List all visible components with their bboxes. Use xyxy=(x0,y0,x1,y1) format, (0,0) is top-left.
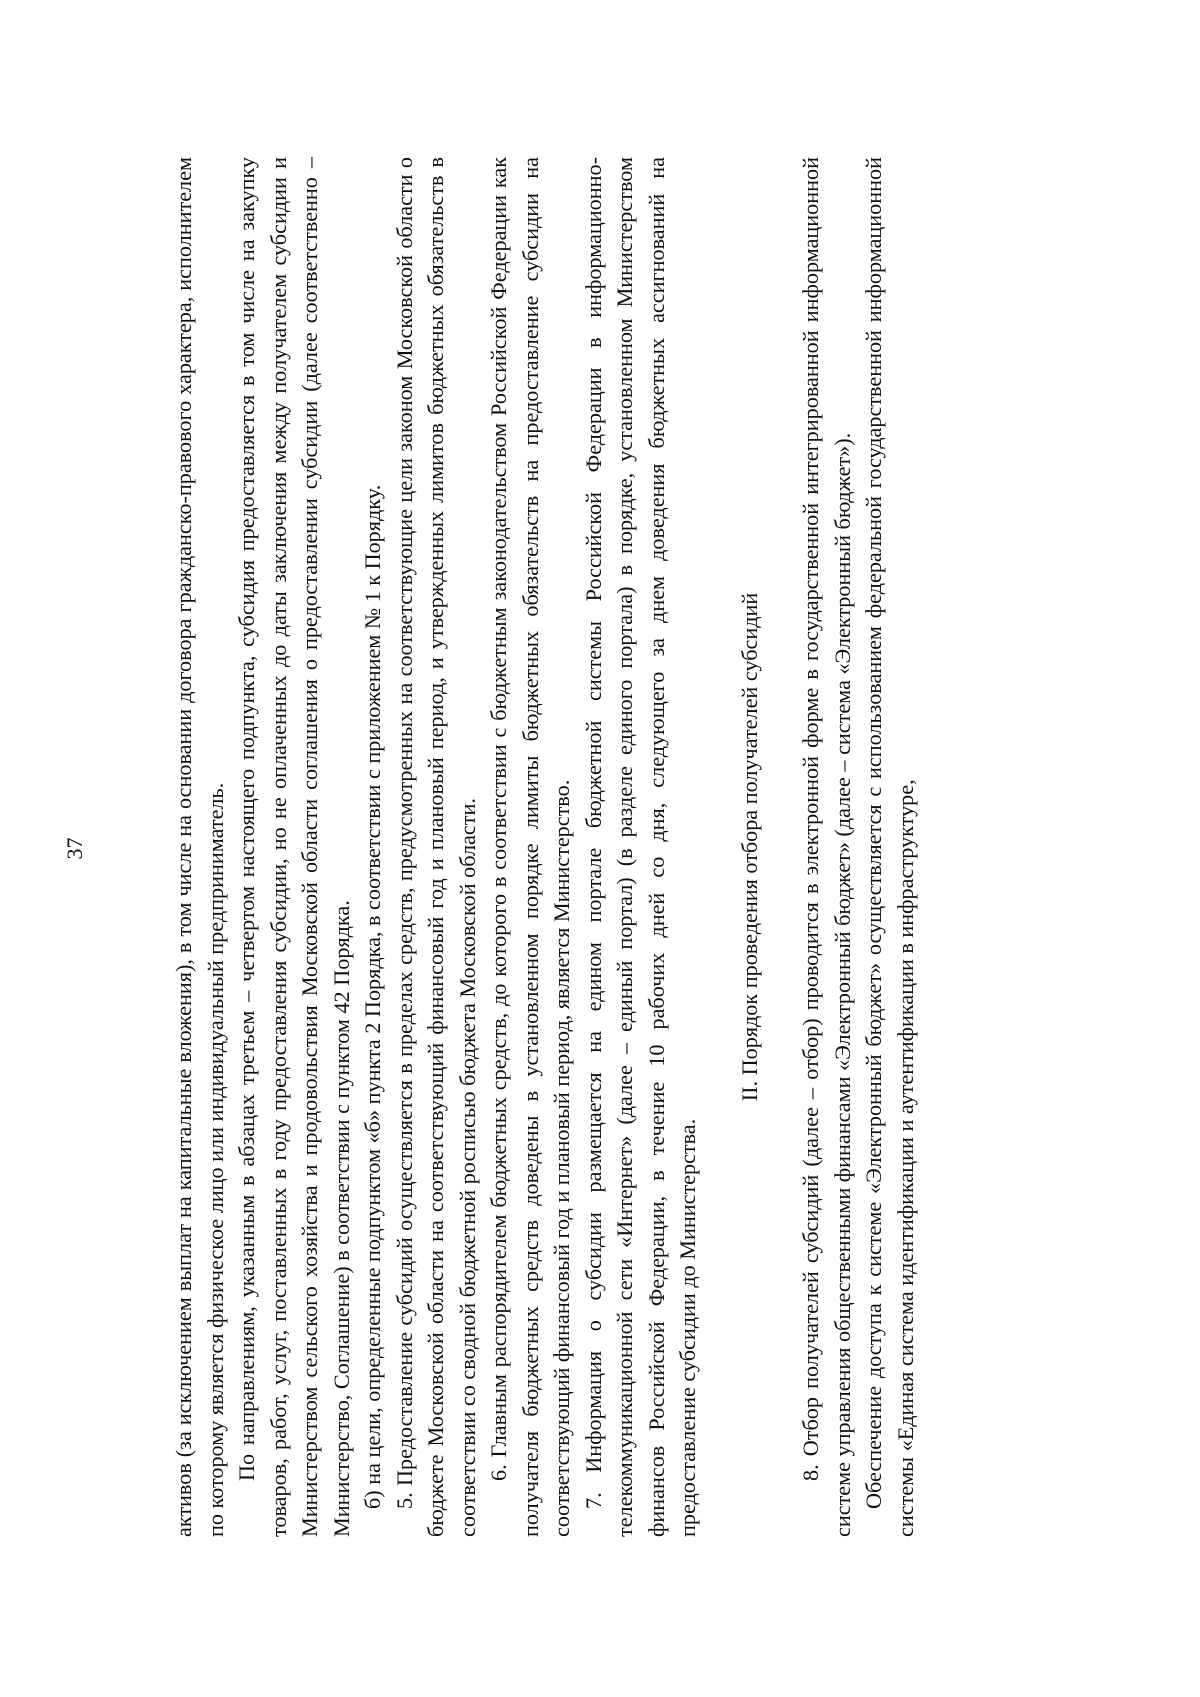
paragraph: 6. Главным распорядителем бюджетных средств, до которого в соответствии с бюджетным законодательством Российской Федерации как получателя бюджетных средств доведены в установленном порядке лимиты бюджетных обязательств на предоставление субсидии на соответствующий финансовый год и плановый период, является Министерство. xyxy=(486,157,574,1537)
document-body xyxy=(168,157,921,1537)
paragraph: 7. Информация о субсидии размещается на едином портале бюджетной системы Российской Федерации в информационно-телекоммуникационной сети «Интернет» (далее – единый портал) (в разделе единого портала) в порядке, установленном Министерством финансов Российской Федерации, в течение 10 рабочих дней со дня, следующего за днем доведения бюджетных ассигнований на предоставление субсидии до Министерства. xyxy=(580,157,700,1537)
page-number: 37 xyxy=(62,837,87,860)
paragraph: Обеспечение доступа к системе «Электронный бюджет» осуществляется с использованием федеральной государственной информационной системы «Единая система идентификации и аутентификации в инфраструктуре, xyxy=(861,157,918,1537)
paragraph: активов (за исключением выплат на капитальные вложения), в том числе на основании договора гражданско-правового характера, исполнителем по которому является физическое лицо или индивидуальный предприниматель. xyxy=(171,157,228,1537)
section-title: II. Порядок проведения отбора получателей субсидий xyxy=(736,592,762,1102)
paragraph: По направлениям, указанным в абзацах третьем – четвертом настоящего подпункта, субсидия предоставляется в том числе на закупку товаров, работ, услуг, поставленных в году предоставления субсидии, но не оплаченных до даты заключения между получателем субсидии и Министерством сельского хозяйства и продовольствия Московской области соглашения о предоставлении субсидии (далее соответственно – Министерство, Соглашение) в соответствии с пунктом 42 Порядка. xyxy=(234,157,354,1537)
paragraph: 8. Отбор получателей субсидий (далее – отбор) проводится в электронной форме в государственной интегрированной информационной системе управления общественными финансами «Электронный бюджет» (далее – система «Электронный бюджет»). xyxy=(798,157,855,1537)
paragraph: б) на цели, определенные подпунктом «б» пункта 2 Порядка, в соответствии с приложением № 1 к Порядку. xyxy=(360,484,385,1509)
paragraph: 5. Предоставление субсидий осуществляется в пределах средств, предусмотренных на соответствующие цели законом Московской области о бюджете Московской области на соответствующий финансовый год и плановый период, и утвержденных лимитов бюджетных обязательств в соответствии со сводной бюджетной росписью бюджета Московской области. xyxy=(391,157,480,1537)
